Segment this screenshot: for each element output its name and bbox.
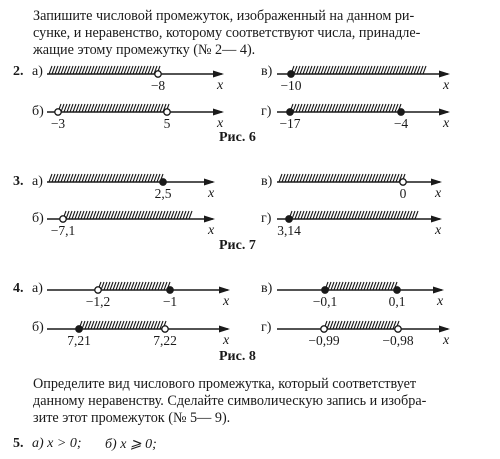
item-letter: а): [32, 64, 43, 79]
shaded-region: [98, 282, 170, 290]
axis-arrow: [439, 71, 450, 78]
shaded-region: [291, 66, 426, 74]
item-letter: г): [261, 320, 272, 335]
open-endpoint: [60, 216, 66, 222]
task-number: 5.: [13, 436, 24, 451]
point-label: 0: [399, 186, 407, 201]
axis-variable-label: x: [223, 294, 230, 309]
axis-arrow: [431, 179, 442, 186]
point-label: −0,99: [308, 333, 340, 348]
point-label: 0,1: [388, 294, 406, 309]
axis-variable-label: x: [435, 223, 442, 238]
open-endpoint: [55, 109, 61, 115]
axis-variable-label: x: [208, 223, 215, 238]
item-letter: б): [32, 320, 44, 335]
open-endpoint: [400, 179, 406, 185]
point-label: −4: [393, 116, 409, 131]
shaded-region: [58, 104, 169, 112]
figure-caption: Рис. 6: [219, 130, 256, 145]
axis-arrow: [431, 216, 442, 223]
point-label: −10: [280, 78, 302, 93]
point-label: −8: [150, 78, 166, 93]
outro-paragraph: [33, 376, 426, 427]
intro-line: сунке, и неравенство, которому соответствуют числа, принадле-: [33, 25, 421, 41]
axis-arrow: [219, 287, 230, 294]
outro-line: данному неравенству. Сделайте символическую запись и изобра-: [33, 393, 427, 409]
closed-endpoint: [167, 287, 173, 293]
axis-arrow: [439, 326, 450, 333]
point-label: 2,5: [154, 186, 172, 201]
point-label: −0,1: [312, 294, 338, 309]
item-letter: г): [261, 211, 272, 226]
axis-variable-label: x: [443, 116, 450, 131]
axis-variable-label: x: [443, 333, 450, 348]
item-letter: в): [261, 281, 273, 296]
axis-arrow: [204, 179, 215, 186]
axis-variable-label: x: [217, 116, 224, 131]
closed-endpoint: [398, 109, 404, 115]
outro-line: Определите вид числового промежутка, который соответствует: [33, 376, 417, 392]
point-label: 7,22: [153, 333, 177, 348]
item-letter: б): [32, 104, 44, 119]
axis-arrow: [213, 71, 224, 78]
open-endpoint: [395, 326, 401, 332]
figure-caption: Рис. 8: [219, 349, 256, 364]
task5-item-b: б) x ⩾ 0;: [105, 437, 157, 452]
open-endpoint: [162, 326, 168, 332]
closed-endpoint: [287, 109, 293, 115]
item-letter: в): [261, 174, 273, 189]
task5-item-a: а) x > 0;: [32, 436, 82, 451]
shaded-region: [324, 321, 399, 329]
item-letter: в): [261, 64, 273, 79]
shaded-region: [279, 174, 405, 182]
item-letter: а): [32, 174, 43, 189]
point-label: 3,14: [277, 223, 301, 238]
task-number: 2.: [13, 64, 24, 79]
intro-line: Запишите числовой промежуток, изображенный на данном ри-: [33, 8, 415, 24]
open-endpoint: [95, 287, 101, 293]
axis-arrow: [213, 109, 224, 116]
closed-endpoint: [76, 326, 82, 332]
axis-arrow: [219, 326, 230, 333]
point-label: −0,98: [382, 333, 414, 348]
item-letter: г): [261, 104, 272, 119]
closed-endpoint: [286, 216, 292, 222]
closed-endpoint: [160, 179, 166, 185]
axis-variable-label: x: [437, 294, 444, 309]
axis-arrow: [433, 287, 444, 294]
axis-variable-label: x: [435, 186, 442, 201]
axis-arrow: [204, 216, 215, 223]
shaded-region: [290, 104, 401, 112]
point-label: 5: [163, 116, 171, 131]
item-letter: б): [32, 211, 44, 226]
task-number: 4.: [13, 281, 24, 296]
open-endpoint: [321, 326, 327, 332]
task-number: 3.: [13, 174, 24, 189]
point-label: −7,1: [50, 223, 76, 238]
shaded-region: [289, 211, 418, 219]
figure-caption: Рис. 7: [219, 238, 256, 253]
point-label: 7,21: [67, 333, 91, 348]
shaded-region: [79, 321, 166, 329]
shaded-region: [325, 282, 397, 290]
axis-variable-label: x: [223, 333, 230, 348]
axis-variable-label: x: [443, 78, 450, 93]
open-endpoint: [155, 71, 161, 77]
point-label: −1,2: [85, 294, 111, 309]
item-letter: а): [32, 281, 43, 296]
closed-endpoint: [322, 287, 328, 293]
axis-variable-label: x: [217, 78, 224, 93]
outro-line: зите этот промежуток (№ 5— 9).: [33, 410, 231, 426]
open-endpoint: [164, 109, 170, 115]
point-label: −17: [279, 116, 301, 131]
closed-endpoint: [394, 287, 400, 293]
axis-variable-label: x: [208, 186, 215, 201]
shaded-region: [49, 174, 163, 182]
point-label: −3: [50, 116, 66, 131]
shaded-region: [49, 66, 160, 74]
closed-endpoint: [288, 71, 294, 77]
axis-arrow: [439, 109, 450, 116]
point-label: −1: [162, 294, 178, 309]
shaded-region: [63, 211, 192, 219]
intro-line: жащие этому промежутку (№ 2— 4).: [33, 42, 256, 58]
